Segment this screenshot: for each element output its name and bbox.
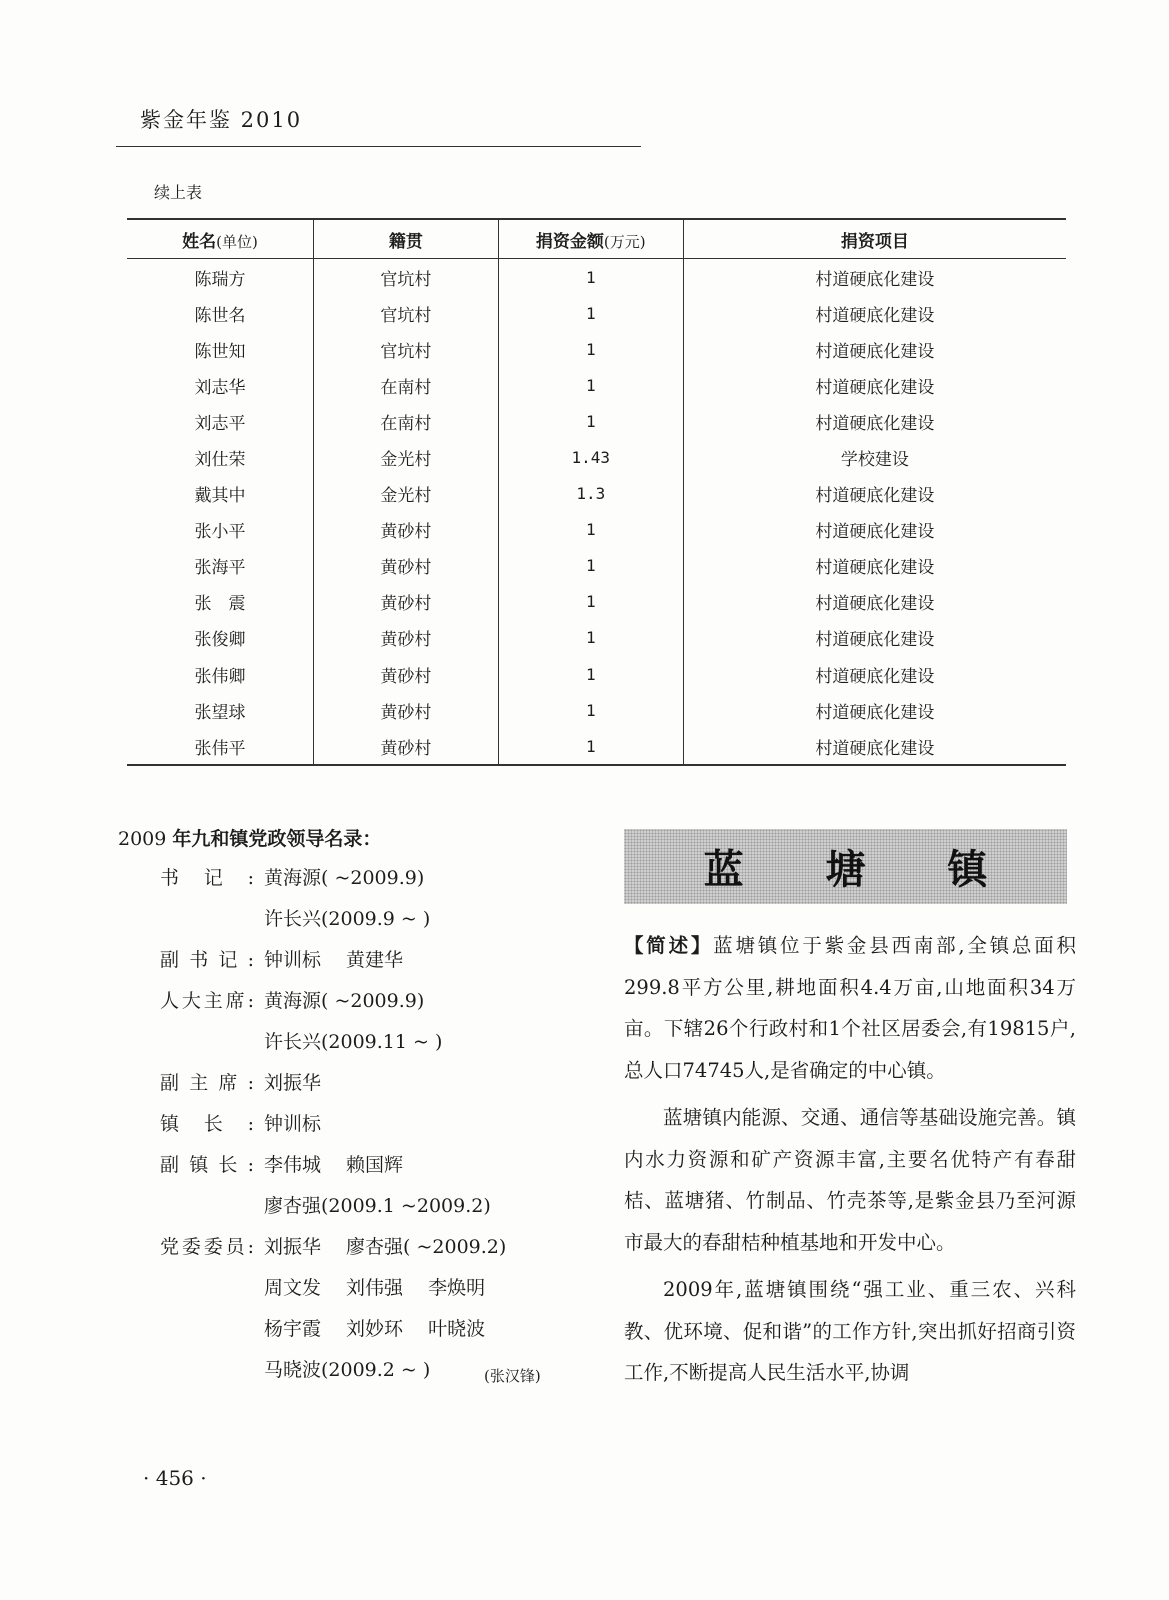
cell-amount: 1 xyxy=(498,656,683,692)
cell-origin: 黄砂村 xyxy=(313,728,498,765)
cell-project: 村道硬底化建设 xyxy=(683,584,1066,620)
cell-project: 村道硬底化建设 xyxy=(683,331,1066,367)
cell-amount: 1 xyxy=(498,692,683,728)
cell-origin: 官坑村 xyxy=(313,331,498,367)
author-credit: (张汉锋) xyxy=(484,1367,541,1385)
leader-names: 许长兴(2009.11 ~ ) xyxy=(264,1031,443,1053)
leader-role-label: 书 记 : xyxy=(160,867,254,889)
cell-origin: 金光村 xyxy=(313,476,498,512)
table-row xyxy=(127,692,1066,728)
leader-names: 黄海源( ~2009.9) xyxy=(264,990,425,1012)
cell-project: 村道硬底化建设 xyxy=(683,403,1066,439)
header-project: 捐资项目 xyxy=(683,219,1066,259)
cell-amount: 1 xyxy=(498,403,683,439)
cell-name: 刘志华 xyxy=(194,377,246,398)
leaders-title: 2009 年九和镇党政领导名录： xyxy=(118,828,382,850)
cell-amount: 1 xyxy=(498,728,683,765)
table-row xyxy=(127,512,1066,548)
table-row xyxy=(127,259,1066,296)
summary-paragraph: 【简述】蓝塘镇位于紫金县西南部,全镇总面积299.8平方公里,耕地面积4.4万亩,山地面积34万亩。下辖26个行政村和1个社区居委会,有19815户,总人口74745人,是省确定的中心镇。 xyxy=(624,934,1076,1082)
leader-role-label: 副 主 席 : xyxy=(160,1072,254,1094)
leader-role-label: 镇 长 : xyxy=(160,1113,254,1135)
page-number: · 456 · xyxy=(143,1466,207,1490)
cell-name: 张望球 xyxy=(194,702,246,723)
header-rule xyxy=(116,146,641,147)
leader-names: 马晓波(2009.2 ~ ) xyxy=(264,1359,431,1381)
leader-role xyxy=(160,1149,264,1181)
cell-origin: 黄砂村 xyxy=(313,656,498,692)
leader-role xyxy=(160,1108,264,1140)
section-title: 蓝 塘 镇 xyxy=(703,847,1022,893)
cell-amount: 1 xyxy=(498,367,683,403)
leader-names: 钟训标 黄建华 xyxy=(264,949,404,971)
cell-project: 村道硬底化建设 xyxy=(683,512,1066,548)
leader-names: 周文发 刘伟强 李焕明 xyxy=(264,1277,486,1299)
cell-amount: 1 xyxy=(498,259,683,296)
cell-project: 村道硬底化建设 xyxy=(683,620,1066,656)
header-name: 姓名(单位) xyxy=(127,219,313,259)
cell-name: 张海平 xyxy=(194,558,246,579)
cell-name: 张 震 xyxy=(194,594,246,615)
leader-names: 钟训标 xyxy=(264,1113,322,1135)
table-header-row xyxy=(127,219,1066,259)
leader-names: 黄海源( ~2009.9) xyxy=(264,867,425,889)
cell-name: 张伟卿 xyxy=(194,666,246,687)
cell-amount: 1.3 xyxy=(498,476,683,512)
cell-project: 村道硬底化建设 xyxy=(683,295,1066,331)
cell-name: 张小平 xyxy=(194,522,246,543)
running-title: 紫金年鉴 2010 xyxy=(140,108,303,132)
cell-origin: 黄砂村 xyxy=(313,692,498,728)
cell-project: 村道硬底化建设 xyxy=(683,476,1066,512)
cell-name: 张伟平 xyxy=(194,738,246,759)
table-row xyxy=(127,403,1066,439)
cell-amount: 1 xyxy=(498,548,683,584)
leader-role-label: 副 书 记 : xyxy=(160,949,254,971)
table-row xyxy=(127,548,1066,584)
table-row xyxy=(127,439,1066,475)
header-origin: 籍贯 xyxy=(313,219,498,259)
cell-project: 村道硬底化建设 xyxy=(683,367,1066,403)
cell-amount: 1 xyxy=(498,512,683,548)
cell-project: 村道硬底化建设 xyxy=(683,692,1066,728)
leader-names: 刘振华 廖杏强( ~2009.2) xyxy=(264,1236,507,1258)
cell-amount: 1 xyxy=(498,584,683,620)
header-amount: 捐资金额(万元) xyxy=(498,219,683,259)
leader-names: 许长兴(2009.9 ~ ) xyxy=(264,908,431,930)
cell-name: 刘仕荣 xyxy=(194,450,246,471)
cell-origin: 黄砂村 xyxy=(313,512,498,548)
table-continued-caption: 续上表 xyxy=(154,183,203,202)
cell-amount: 1 xyxy=(498,620,683,656)
table-row xyxy=(127,728,1066,765)
cell-name: 张俊卿 xyxy=(194,630,246,651)
cell-project: 村道硬底化建设 xyxy=(683,656,1066,692)
cell-origin: 黄砂村 xyxy=(313,548,498,584)
body-paragraph: 蓝塘镇内能源、交通、通信等基础设施完善。镇内水力资源和矿产资源丰富,主要名优特产有春甜桔、蓝塘猪、竹制品、竹壳茶等,是紫金县乃至河源市最大的春甜桔种植基地和开发中心。 xyxy=(624,1106,1076,1254)
cell-origin: 在南村 xyxy=(313,403,498,439)
cell-project: 学校建设 xyxy=(683,439,1066,475)
table-row xyxy=(127,476,1066,512)
leader-role xyxy=(160,985,264,1017)
section-title-banner xyxy=(624,829,1067,904)
section-body xyxy=(624,925,1076,1400)
body-paragraph: 2009年,蓝塘镇围绕“强工业、重三农、兴科教、优环境、促和谐”的工作方针,突出抓好招商引资工作,不断提高人民生活水平,协调 xyxy=(624,1278,1076,1384)
table-row xyxy=(127,656,1066,692)
table-row xyxy=(127,367,1066,403)
leader-role xyxy=(160,862,264,894)
cell-project: 村道硬底化建设 xyxy=(683,728,1066,765)
leader-role xyxy=(160,1231,264,1263)
summary-tag: 【简述】 xyxy=(624,934,714,957)
cell-origin: 金光村 xyxy=(313,439,498,475)
cell-project: 村道硬底化建设 xyxy=(683,548,1066,584)
cell-name: 陈世名 xyxy=(194,305,246,326)
cell-origin: 官坑村 xyxy=(313,259,498,296)
leader-role xyxy=(160,944,264,976)
table-row xyxy=(127,620,1066,656)
table-row xyxy=(127,295,1066,331)
cell-name: 刘志平 xyxy=(194,413,246,434)
donation-table xyxy=(127,218,1066,766)
cell-amount: 1 xyxy=(498,331,683,367)
cell-origin: 官坑村 xyxy=(313,295,498,331)
cell-origin: 在南村 xyxy=(313,367,498,403)
leader-names: 廖杏强(2009.1 ~2009.2) xyxy=(264,1195,491,1217)
leader-names: 杨宇霞 刘妙环 叶晓波 xyxy=(264,1318,486,1340)
cell-project: 村道硬底化建设 xyxy=(683,259,1066,296)
leader-role-label: 党 委 委 员 : xyxy=(160,1236,254,1258)
leader-names: 刘振华 xyxy=(264,1072,322,1094)
cell-name: 戴其中 xyxy=(194,486,246,507)
table-row xyxy=(127,331,1066,367)
leader-role-label: 副 镇 长 : xyxy=(160,1154,254,1176)
leader-role xyxy=(160,1067,264,1099)
cell-name: 陈世知 xyxy=(194,341,246,362)
leader-role-label: 人 大 主 席 : xyxy=(160,990,254,1012)
cell-amount: 1 xyxy=(498,295,683,331)
table-row xyxy=(127,584,1066,620)
cell-origin: 黄砂村 xyxy=(313,584,498,620)
leader-names: 李伟城 赖国辉 xyxy=(264,1154,404,1176)
cell-origin: 黄砂村 xyxy=(313,620,498,656)
cell-amount: 1.43 xyxy=(498,439,683,475)
cell-name: 陈瑞方 xyxy=(194,269,246,290)
